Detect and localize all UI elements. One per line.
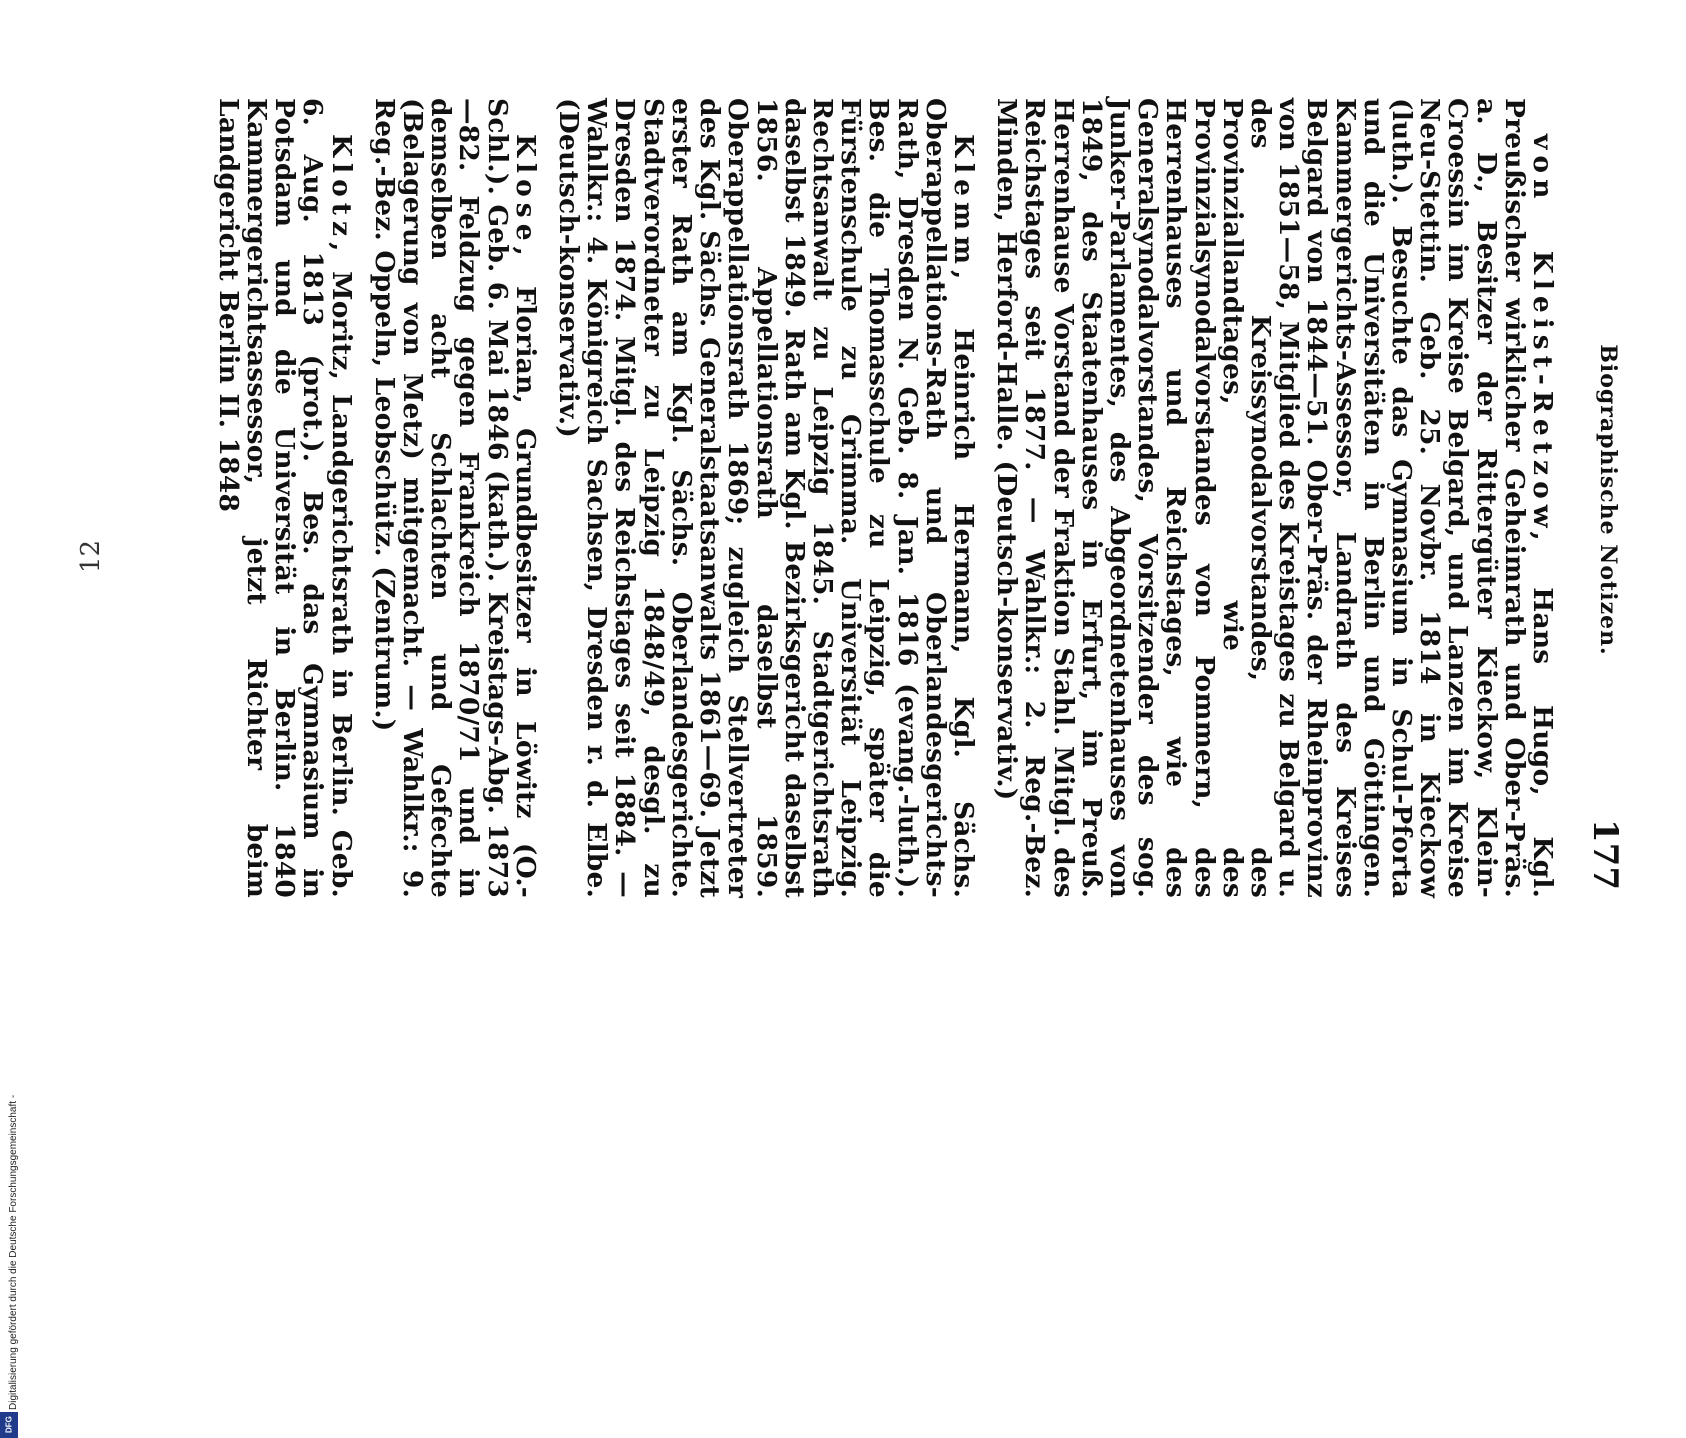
entry-name: Klemm, [947, 134, 979, 286]
running-title: Biographische Notizen. [1595, 344, 1621, 656]
biography-entry [370, 98, 539, 898]
entry-text: Heinrich Hermann, Kgl. Sächs. Oberappellations-Rath und Oberlandesgerichts-Rath, Dresden N. Geb. 8. Jan. 1816 (evang.-luth.). Bes. die Thomasschule zu Leipzig, später die Fürstenschule zu Grimma. Universität Leipzig. Rechtsanwalt zu Leipzig 1845. Stadtgerichtsrath daselbst 1849. Rath am Kgl. Bezirksgericht daselbst 1856. Appellationsrath daselbst 1859. Oberappellationsrath 1869; zugleich Stellvertreter des Kgl. Sächs. Generalstaatsanwalts 1861—69. Jetzt erster Rath am Kgl. Sächs. Oberlandesgerichte. Stadtverordneter zu Leipzig 1848/49, desgl. zu Dresden 1874. Mitgl. des Reichstages seit 1884. — Wahlkr.: 4. Königreich Sachsen, Dresden r. d. Elbe. (Deutsch-konservativ.) [553, 98, 979, 898]
credit-text: Digitalisierung gefördert durch die Deutsche Forschungsgemeinschaft - [8, 1094, 19, 1410]
entry-text: Florian, Grundbesitzer in Löwitz (O.-Schl.). Geb. 6. Mai 1846 (kath.). Kreistags-Abg. 1873—82. Feldzug gegen Frankreich 1870/71 und in demselben acht Schlachten und Gefechte (Belagerung von Metz) mitgemacht. — Wahlkr.: 9. Reg.-Bez. Oppeln, Leobschütz. (Zentrum.) [368, 98, 541, 898]
biography-entry [992, 98, 1556, 898]
text-column [199, 98, 1556, 898]
digitization-credit [0, 510, 20, 1434]
dfg-logo-icon: DFG [0, 1412, 18, 1438]
entry-name: Klotz, [325, 134, 357, 258]
biography-entry [554, 98, 977, 898]
entry-text: Hans Hugo, Kgl. Preußischer wirklicher Geheimrath und Ober-Präs. a. D., Besitzer der Rittergüter Kieckow, Klein-Croessin im Kreise Belgard, und Lanzen im Kreise Neu-Stettin. Geb. 25. Novbr. 1814 in Kieckow (luth.). Besuchte das Gymnasium in Schul-Pforta und die Universitäten in Berlin und Göttingen. Kammergerichts-Assessor, Landrath des Kreises Belgard von 1844—51. Ober-Präs. der Rheinprovinz von 1851—58, Mitglied des Kreistages zu Belgard u. des Kreissynodalvorstandes, des Provinziallandtages, wie des Provinzialsynodalvorstandes von Pommern, des Herrenhauses und Reichstages, wie des Generalsynodalvorstandes, Vorsitzender des sog. Junker-Parlamentes, des Abgeordnetenhauses von 1849, des Staatenhauses in Erfurt, im Preuß. Herrenhause Vorstand der Fraktion Stahl. Mitgl. des Reichstages seit 1877. — Wahlkr.: 2. Reg.-Bez. Minden, Herford-Halle. (Deutsch-konservativ.) [991, 98, 1558, 898]
biography-entry [214, 98, 355, 898]
entry-text: Moritz, Landgerichtsrath in Berlin. Geb. 6. Aug. 1813 (prot.). Bes. das Gymnasium in Potsdam und die Universität in Berlin. 1840 Kammergerichtsassessor, jetzt Richter beim Landgericht Berlin II. 1848 [212, 98, 357, 898]
entry-name: von Kleist-Retzow, [1527, 134, 1558, 547]
bottom-page-number: 12 [76, 540, 106, 574]
page-number: 177 [1585, 819, 1625, 890]
running-head [1581, 110, 1625, 890]
entry-name: Klose, [509, 134, 541, 262]
